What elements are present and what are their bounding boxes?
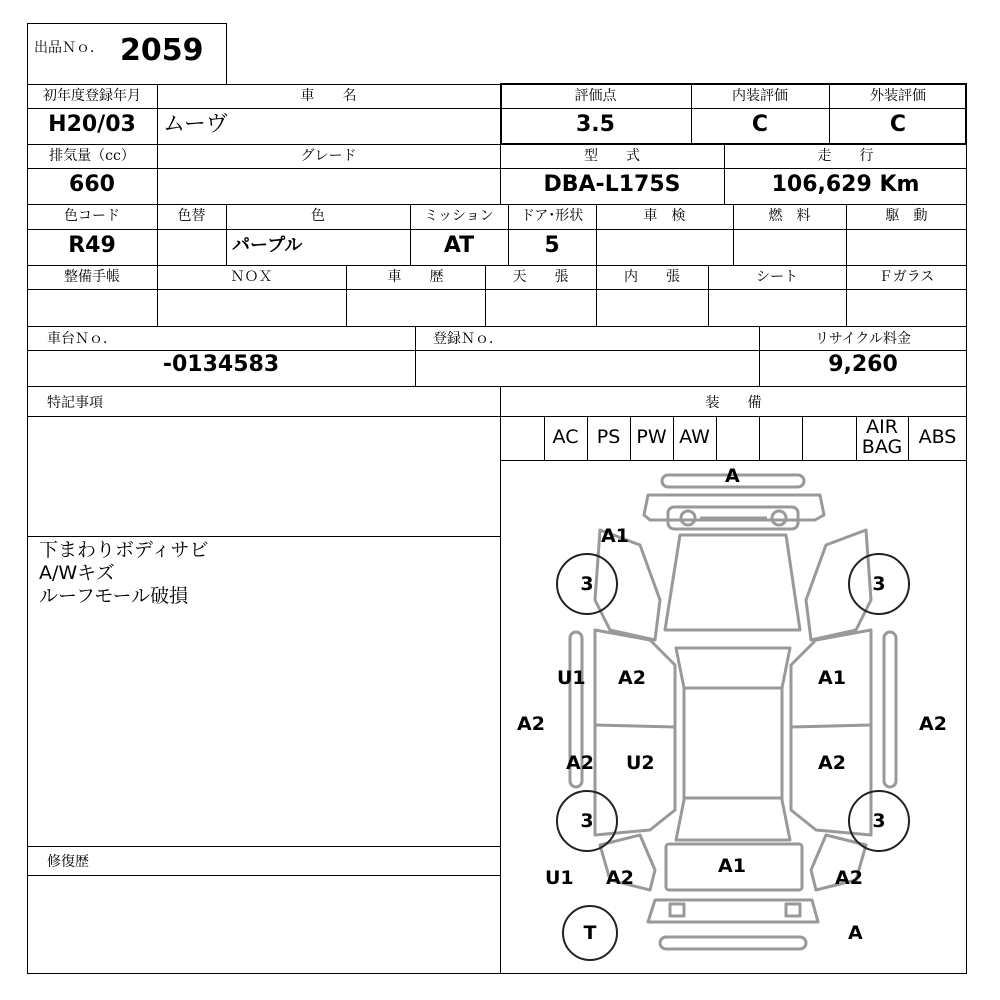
tire-rear-left: 3 [556, 790, 618, 852]
equip-cell-airbag: AIR BAG [861, 416, 903, 458]
repair-history-label: 修復歴 [47, 854, 89, 870]
first-reg-value: H20/03 [48, 112, 136, 137]
mark-trunk: A1 [718, 855, 746, 877]
equip-cell: PS [596, 426, 621, 448]
tire-front-right: 3 [848, 553, 910, 615]
score-value: 3.5 [576, 112, 615, 137]
equip-cell: AC [552, 426, 579, 448]
equip-cell: PW [636, 426, 667, 448]
mark-left-rear-quarter: A2 [606, 867, 634, 889]
spare-tire: T [562, 905, 618, 961]
lot-number-label: 出品Ｎｏ． [34, 40, 104, 56]
model-value: DBA-L175S [543, 172, 681, 197]
mark-rear-bumper: A [848, 922, 863, 944]
tire-rear-right: 3 [848, 790, 910, 852]
mark-left-rear-door: A2 [566, 752, 594, 774]
score-label: 評価点 [574, 88, 617, 104]
mark-hood-left: A1 [601, 525, 629, 547]
nox-label: ＮＯＸ [230, 269, 273, 285]
note-line: A/Wキズ [39, 562, 115, 584]
maintenance-label: 整備手帳 [64, 269, 120, 285]
mark-right-side: A2 [919, 713, 947, 735]
notes-lines [39, 539, 208, 608]
mark-left-front-door: A2 [618, 667, 646, 689]
grade-label: グレード [300, 148, 357, 164]
car-name-label: 車 名 [300, 88, 357, 104]
door-label: ドア･形状 [520, 208, 584, 224]
mark-roof: U2 [626, 752, 655, 774]
exterior-score-value: C [889, 112, 907, 137]
color-code-value: R49 [68, 233, 116, 258]
mark-right-rear-quarter: A2 [835, 867, 863, 889]
inspection-label: 車 検 [643, 208, 686, 224]
equipment-label: 装 備 [705, 395, 762, 411]
ceiling-label: 天 張 [512, 269, 569, 285]
registration-label: 登録Ｎｏ． [433, 331, 503, 347]
fuel-label: 燃 料 [768, 208, 811, 224]
color-code-label: 色コード [64, 208, 120, 224]
mission-value: AT [443, 233, 475, 258]
mark-left-front-fender: U1 [557, 667, 586, 689]
note-line: ルーフモール破損 [39, 585, 189, 607]
color-change-label: 色替 [177, 208, 206, 224]
drive-label: 駆 動 [885, 208, 928, 224]
chassis-label: 車台Ｎｏ． [47, 331, 117, 347]
glass-label: Ｆガラス [878, 269, 935, 285]
mark-left-side: A2 [517, 713, 545, 735]
chassis-value: -0134583 [162, 352, 280, 377]
lot-number-value: 2059 [120, 33, 204, 68]
seat-label: シート [756, 269, 798, 285]
color-value: パープル [232, 235, 303, 256]
interior-score-value: C [751, 112, 769, 137]
displacement-label: 排気量（cc） [49, 148, 135, 164]
car-body-diagram [501, 461, 966, 973]
equip-cell: ABS [918, 426, 957, 448]
interior-trim-label: 内 張 [624, 269, 680, 285]
notes-label: 特記事項 [47, 395, 103, 411]
tire-front-left: 3 [556, 553, 618, 615]
mark-left-rear-fender: U1 [545, 867, 574, 889]
mission-label: ミッション [424, 208, 494, 224]
note-line: 下まわりボディサビ [39, 539, 209, 561]
first-reg-label: 初年度登録年月 [43, 88, 141, 104]
door-value: 5 [544, 233, 560, 258]
car-name-value: ムーヴ [163, 112, 228, 137]
history-label: 車 歴 [387, 269, 444, 285]
recycle-value: 9,260 [828, 352, 898, 377]
color-label: 色 [311, 208, 325, 224]
equip-cell: AW [679, 426, 710, 448]
exterior-score-label: 外装評価 [870, 88, 926, 104]
recycle-label: リサイクル料金 [814, 331, 912, 347]
mark-right-front-door: A1 [818, 667, 846, 689]
interior-score-label: 内装評価 [732, 88, 788, 104]
model-label: 型 式 [584, 148, 640, 164]
mileage-label: 走 行 [817, 148, 874, 164]
mileage-value: 106,629 Km [771, 172, 920, 197]
mark-right-rear-door: A2 [818, 752, 846, 774]
mark-front-bumper: A [725, 465, 740, 487]
displacement-value: 660 [69, 172, 115, 197]
